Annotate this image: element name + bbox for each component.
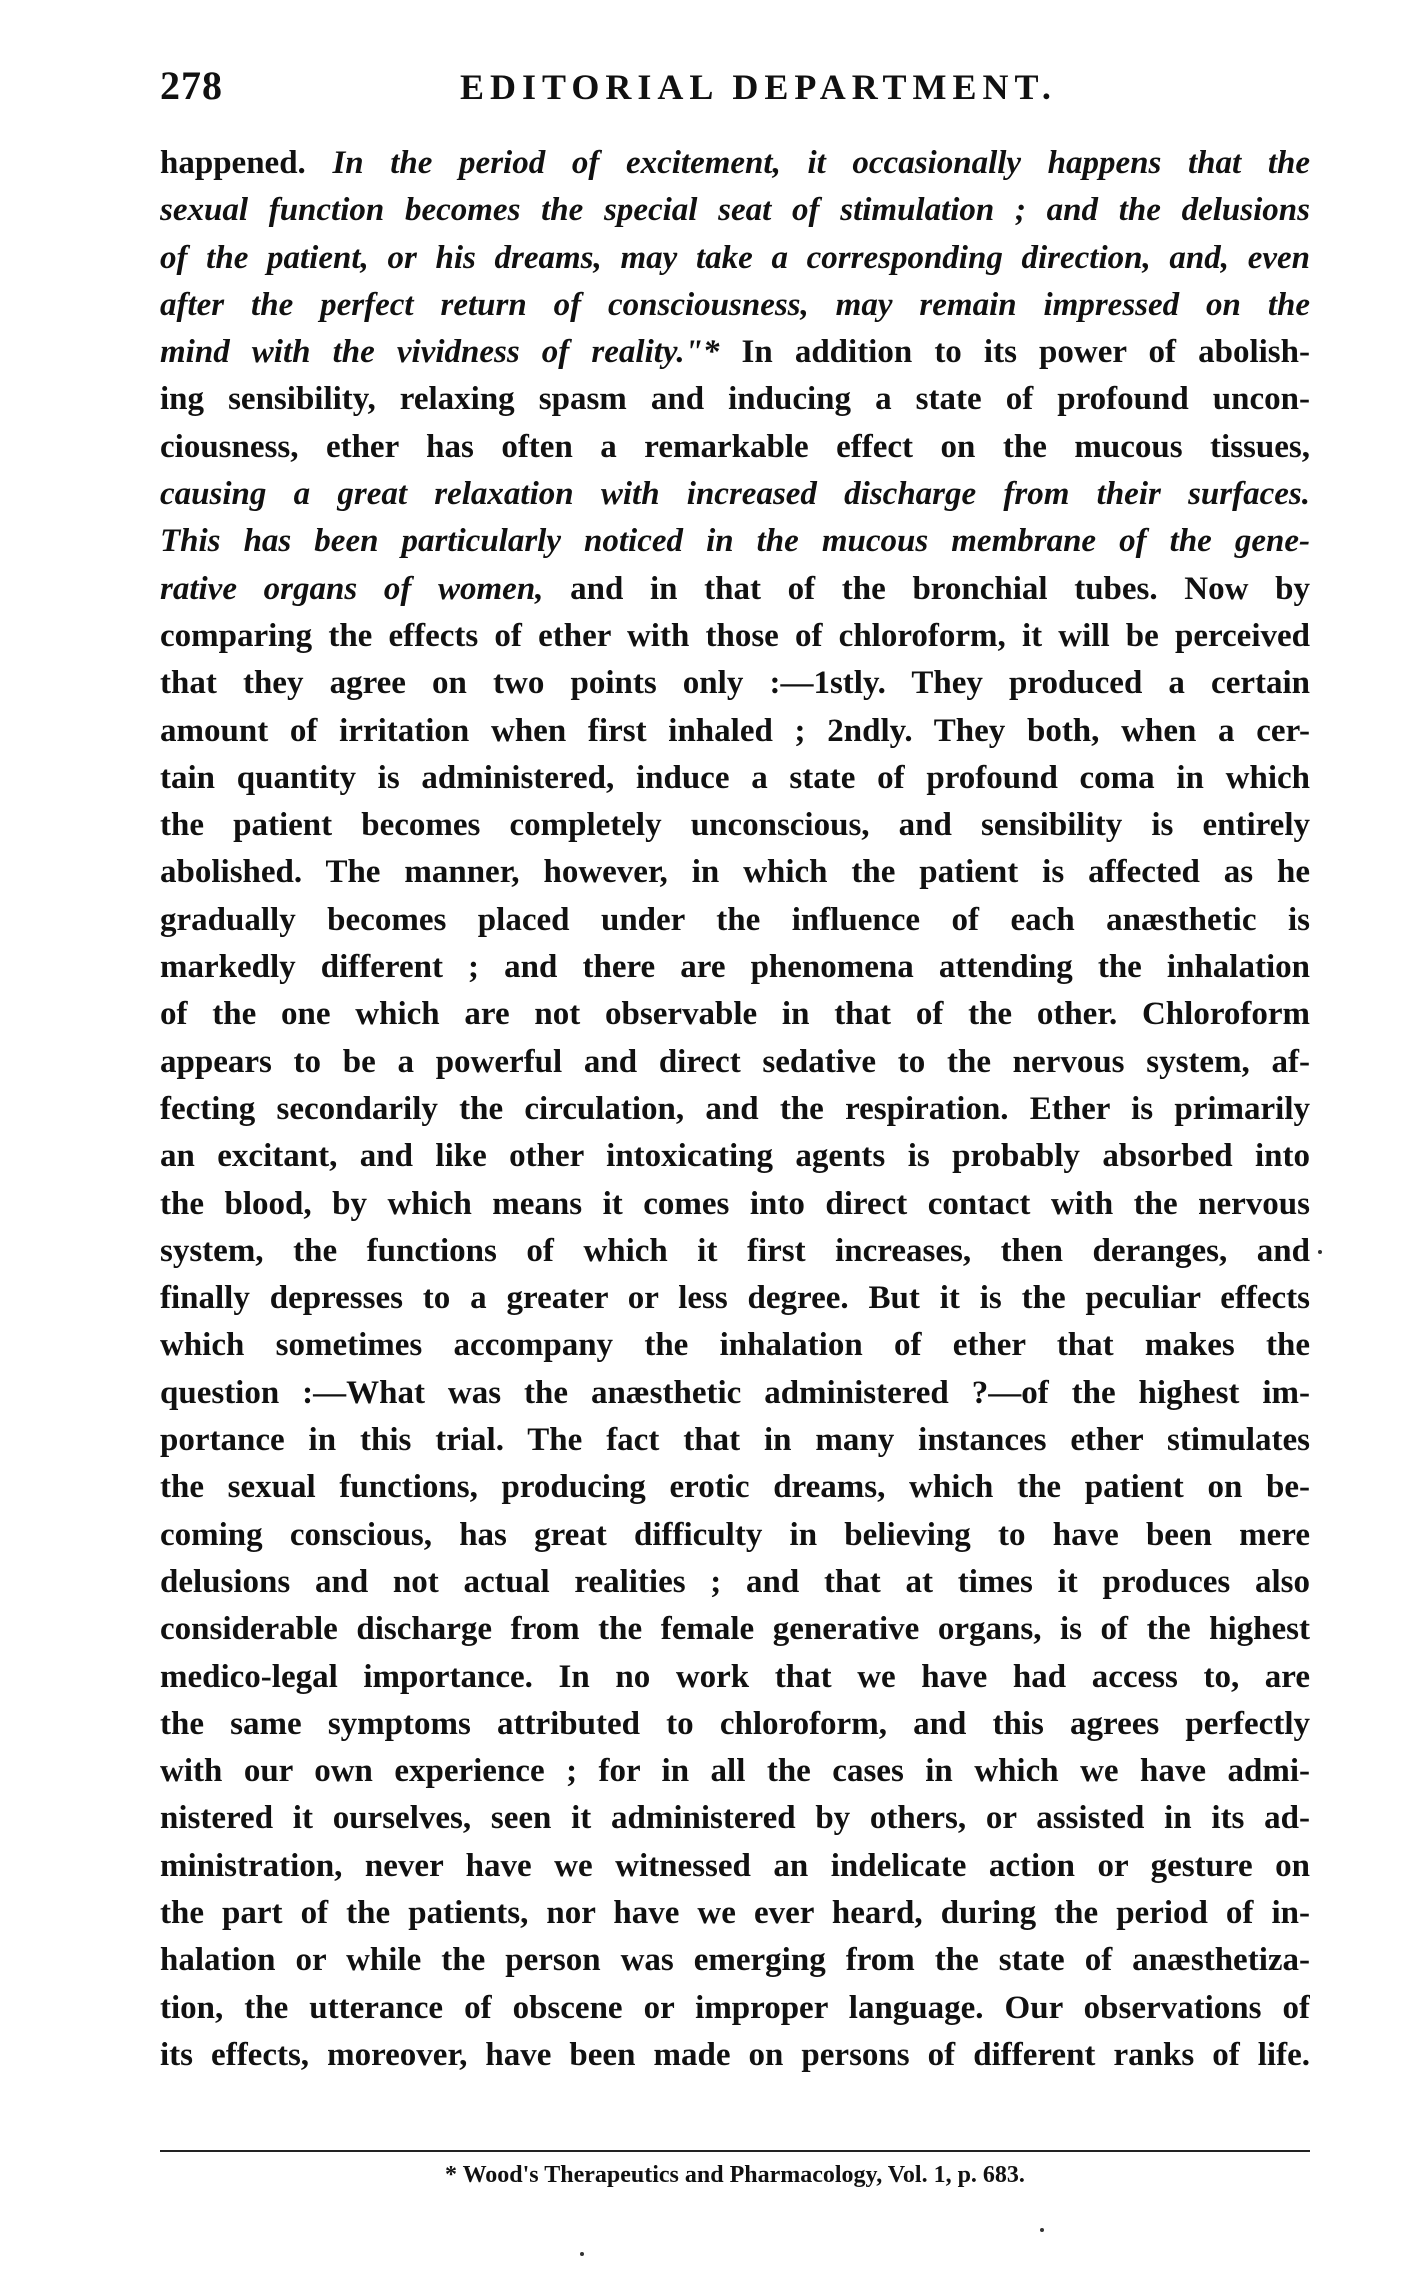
text-segment: markedly different ; and there are phenomena attending the inhalation: [160, 949, 1310, 986]
text-segment: that they agree on two points only :—1stly. They produced a certain: [160, 665, 1310, 702]
text-line: [160, 660, 1310, 707]
text-segment: the same symptoms attributed to chloroform, and this agrees perfectly: [160, 1705, 1310, 1742]
text-line: [160, 1464, 1310, 1511]
text-segment: the patient becomes completely unconscious, and sensibility is entirely: [160, 807, 1310, 844]
text-line: [160, 991, 1310, 1038]
text-segment: ing sensibility, relaxing spasm and inducing a state of profound uncon-: [160, 381, 1310, 418]
text-line: [160, 1275, 1310, 1322]
text-line: [160, 282, 1310, 329]
text-segment: with our own experience ; for in all the cases in which we have admi-: [160, 1753, 1310, 1790]
text-line: [160, 1181, 1310, 1228]
text-segment: nistered it ourselves, seen it administered by others, or assisted in its ad-: [160, 1800, 1310, 1837]
text-line: [160, 944, 1310, 991]
text-segment: an excitant, and like other intoxicating agents is probably absorbed into: [160, 1138, 1310, 1175]
italic-text-segment: causing a great relaxation with increased discharge from their surfaces.: [160, 476, 1310, 513]
footnote: * Wood's Therapeutics and Pharmacology, Vol. 1, p. 683.: [445, 2162, 1025, 2188]
text-line: [160, 1086, 1310, 1133]
text-line: [160, 1937, 1310, 1984]
text-segment: its effects, moreover, have been made on persons of different ranks of life.: [160, 2036, 1310, 2073]
italic-text-segment: after the perfect return of consciousness, may remain impressed on the: [160, 286, 1310, 323]
text-segment: system, the functions of which it first increases, then deranges, and: [160, 1232, 1310, 1269]
text-line: [160, 1559, 1310, 1606]
text-segment: coming conscious, has great difficulty in believing to have been mere: [160, 1516, 1310, 1553]
text-segment: amount of irritation when first inhaled ; 2ndly. They both, when a cer-: [160, 712, 1310, 749]
italic-text-segment: In the period of excitement, it occasionally happens that the: [332, 145, 1310, 181]
text-segment: which sometimes accompany the inhalation of ether that makes the: [160, 1327, 1310, 1364]
page-number: 278: [160, 63, 223, 108]
text-line: [160, 708, 1310, 755]
text-segment: and in that of the bronchial tubes. Now by: [570, 570, 1310, 607]
text-line: [160, 329, 1310, 376]
text-segment: ciousness, ether has often a remarkable effect on the mucous tissues,: [160, 428, 1310, 465]
text-line: [160, 566, 1310, 613]
text-line: [160, 1795, 1310, 1842]
text-segment: the blood, by which means it comes into direct contact with the nervous: [160, 1185, 1310, 1222]
text-segment: medico-legal importance. In no work that we have had access to, are: [160, 1658, 1310, 1695]
text-line: [160, 613, 1310, 660]
text-line: [160, 140, 1310, 187]
text-segment: comparing the effects of ether with those of chloroform, it will be perceived: [160, 617, 1310, 654]
text-line: [160, 424, 1310, 471]
running-head: EDITORIAL DEPARTMENT.: [460, 67, 1057, 107]
text-segment: portance in this trial. The fact that in many instances ether stimulates: [160, 1422, 1310, 1459]
text-segment: appears to be a powerful and direct sedative to the nervous system, af-: [160, 1043, 1310, 1080]
text-segment: happened.: [160, 145, 333, 181]
italic-text-segment: This has been particularly noticed in the mucous membrane of the gene-: [160, 523, 1310, 560]
text-line: [160, 1133, 1310, 1180]
text-line: [160, 187, 1310, 234]
text-segment: tain quantity is administered, induce a state of profound coma in which: [160, 759, 1310, 796]
text-segment: finally depresses to a greater or less degree. But it is the peculiar effects: [160, 1280, 1310, 1317]
text-line: [160, 849, 1310, 896]
print-speck: [1318, 1250, 1322, 1254]
text-line: [160, 1843, 1310, 1890]
text-segment: question :—What was the anæsthetic administered ?—of the highest im-: [160, 1374, 1310, 1411]
text-segment: In addition to its power of abolish-: [741, 334, 1310, 371]
text-segment: delusions and not actual realities ; and that at times it produces also: [160, 1563, 1310, 1600]
text-line: [160, 471, 1310, 518]
text-line: [160, 1890, 1310, 1937]
text-segment: fecting secondarily the circulation, and the respiration. Ether is primarily: [160, 1090, 1310, 1127]
print-speck: [1040, 2228, 1044, 2232]
text-line: [160, 1512, 1310, 1559]
text-line: [160, 1606, 1310, 1653]
text-line: [160, 1370, 1310, 1417]
italic-text-segment: of the patient, or his dreams, may take a corresponding direction, and, even: [160, 239, 1310, 276]
body-text: [160, 140, 1310, 2079]
italic-text-segment: sexual function becomes the special seat of stimulation ; and the delusions: [160, 192, 1310, 229]
text-segment: considerable discharge from the female generative organs, is of the highest: [160, 1611, 1310, 1648]
italic-text-segment: mind with the vividness of reality."*: [160, 334, 742, 371]
text-line: [160, 2032, 1310, 2079]
text-line: [160, 897, 1310, 944]
text-line: [160, 1985, 1310, 2032]
print-speck: [580, 2252, 584, 2256]
text-line: [160, 1701, 1310, 1748]
italic-text-segment: rative organs of women,: [160, 570, 571, 607]
text-segment: tion, the utterance of obscene or improper language. Our observations of: [160, 1989, 1310, 2026]
text-line: [160, 235, 1310, 282]
text-segment: ministration, never have we witnessed an indelicate action or gesture on: [160, 1847, 1310, 1884]
text-line: [160, 1228, 1310, 1275]
text-line: [160, 802, 1310, 849]
text-line: [160, 755, 1310, 802]
text-segment: gradually becomes placed under the influence of each anæsthetic is: [160, 901, 1310, 938]
text-line: [160, 1417, 1310, 1464]
text-line: [160, 1322, 1310, 1369]
text-segment: halation or while the person was emerging from the state of anæsthetiza-: [160, 1942, 1310, 1979]
text-segment: the sexual functions, producing erotic dreams, which the patient on be-: [160, 1469, 1310, 1506]
text-line: [160, 376, 1310, 423]
text-line: [160, 518, 1310, 565]
text-segment: of the one which are not observable in that of the other. Chloroform: [160, 996, 1310, 1033]
text-segment: abolished. The manner, however, in which the patient is affected as he: [160, 854, 1310, 891]
footnote-rule: [160, 2150, 1310, 2152]
text-segment: the part of the patients, nor have we ever heard, during the period of in-: [160, 1894, 1310, 1931]
page-header: [160, 62, 1310, 122]
text-line: [160, 1748, 1310, 1795]
text-line: [160, 1039, 1310, 1086]
text-line: [160, 1654, 1310, 1701]
